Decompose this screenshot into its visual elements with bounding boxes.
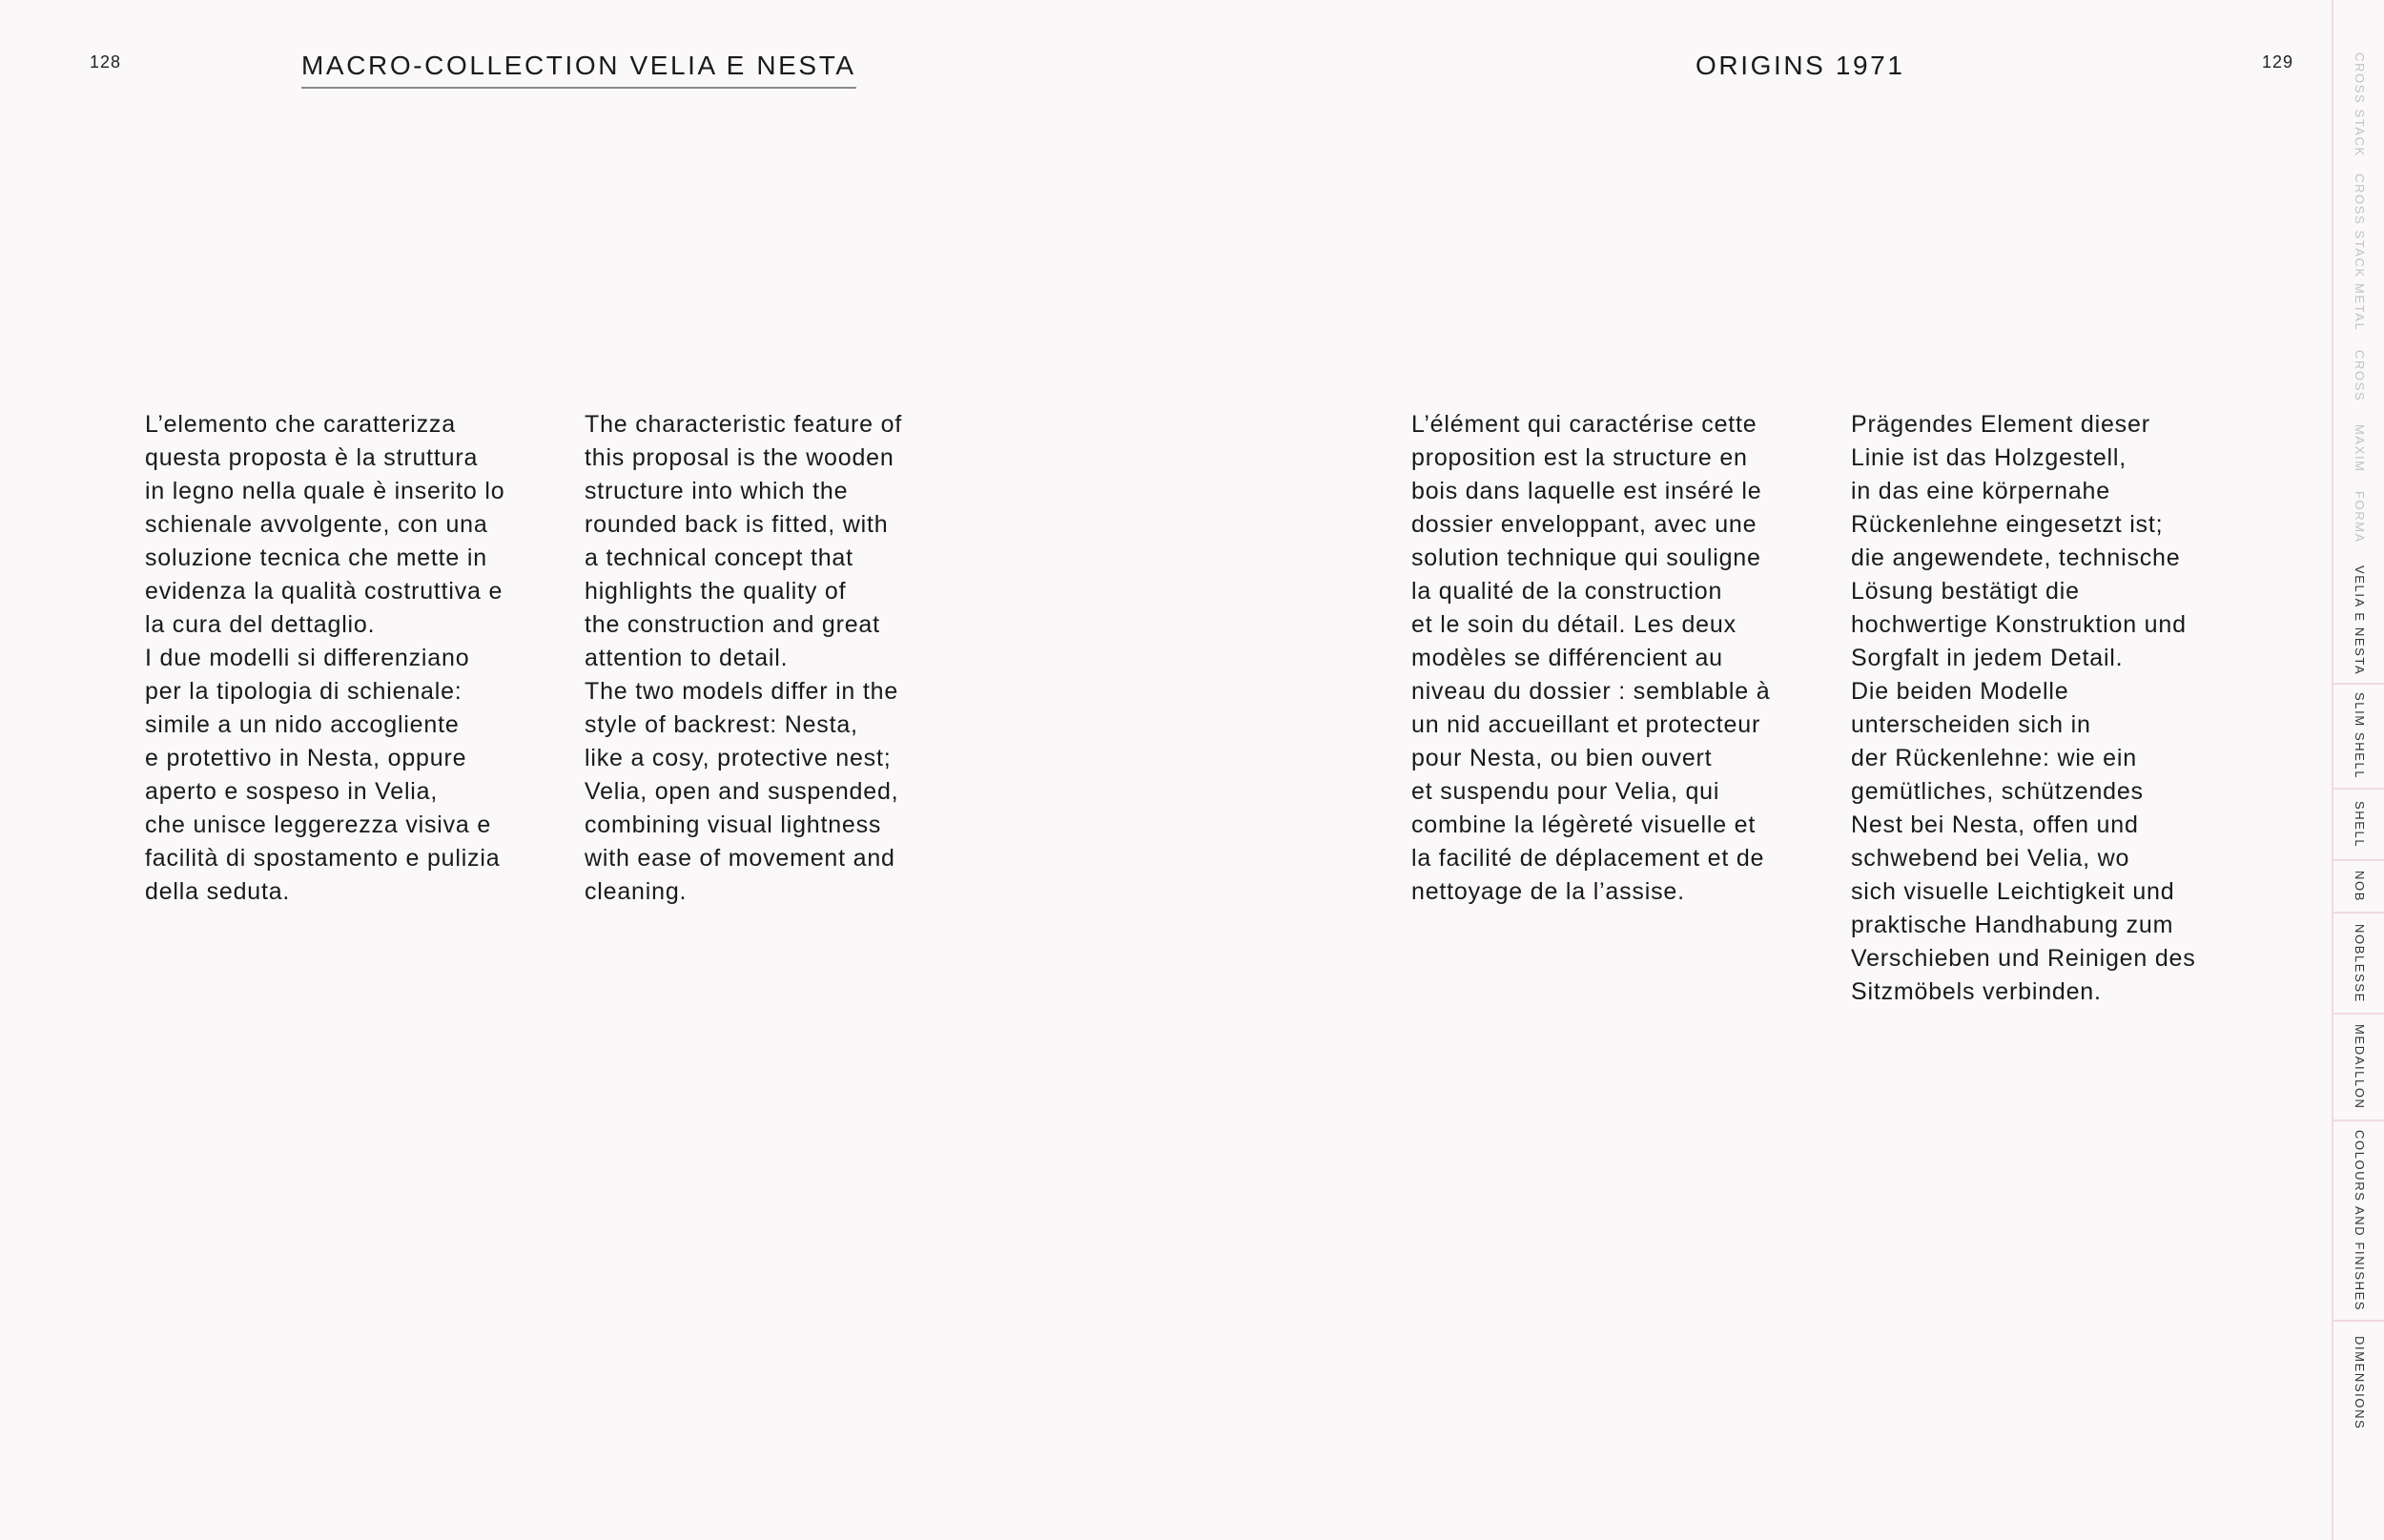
german-text-column: Prägendes Element dieser Linie ist das Holzgestell, in das eine körpernahe Rückenlehne eingesetzt ist; die angewendete, technische Lösung bestätigt die hochwertige Konstruktion und Sorgfalt in jedem Detail. Die beiden Modelle unterscheiden sich in der Rückenlehne: wie ein gemütliches, schützendes Nest bei Nesta, offen und schwebend bei Velia, wo sich visuelle Leichtigkeit und praktische Handhabung zum Verschieben und Reinigen des Sitzmöbels verbinden. bbox=[1851, 411, 2196, 1005]
english-text-column: The characteristic feature of this proposal is the wooden structure into which the rounded back is fitted, with a technical concept that highlights the quality of the construction and great attention to detail. The two models differ in the style of backrest: Nesta, like a cosy, protective nest; Velia, open and suspended, combining visual lightness with ease of movement and cleaning. bbox=[585, 411, 903, 905]
side-tab-noblesse[interactable]: NOBLESSE bbox=[2333, 912, 2384, 1013]
side-tab-cross[interactable]: CROSS bbox=[2353, 349, 2367, 402]
side-tab-medaillon[interactable]: MEDAILLON bbox=[2333, 1013, 2384, 1119]
side-tab-forma[interactable]: FORMA bbox=[2353, 490, 2367, 544]
side-tab-shell[interactable]: SHELL bbox=[2333, 788, 2384, 859]
left-page-number: 128 bbox=[90, 52, 122, 72]
side-tab-velia-e-nesta[interactable]: VELIA E NESTA bbox=[2353, 565, 2367, 676]
side-tab-slim-shell[interactable]: SLIM SHELL bbox=[2333, 683, 2384, 788]
side-tab-cross-stack-metal[interactable]: CROSS STACK METAL bbox=[2353, 174, 2367, 332]
side-tab-maxim[interactable]: MAXIM bbox=[2353, 423, 2367, 473]
italian-text-column: L’elemento che caratterizza questa proposta è la struttura in legno nella quale è inserito lo schienale avvolgente, con una soluzione tecnica che mette in evidenza la qualità costruttiva e la cura del dettaglio. I due modelli si differenziano per la tipologia di schienale: simile a un nido accogliente e protettivo in Nesta, oppure aperto e sospeso in Velia, che unisce leggerezza visiva e facilità di spostamento e pulizia della seduta. bbox=[145, 411, 505, 905]
side-index bbox=[2332, 0, 2384, 1540]
left-page-title: MACRO-COLLECTION VELIA E NESTA bbox=[301, 51, 856, 89]
side-tab-dimensions[interactable]: DIMENSIONS bbox=[2333, 1320, 2384, 1444]
french-text-column: L’élément qui caractérise cette proposition est la structure en bois dans laquelle est inséré le dossier enveloppant, avec une solution technique qui souligne la qualité de la construction et le soin du détail. Les deux modèles se différencient au niveau du dossier : semblable à un nid accueillant et protecteur pour Nesta, ou bien ouvert et suspendu pour Velia, qui combine la légèreté visuelle et la facilité de déplacement et de nettoyage de la l’assise. bbox=[1411, 411, 1771, 905]
right-page-title: ORIGINS 1971 bbox=[1696, 51, 1905, 80]
side-tab-cross-stack[interactable]: CROSS STACK bbox=[2353, 52, 2367, 157]
side-tab-colours-and-finishes[interactable]: COLOURS AND FINISHES bbox=[2333, 1119, 2384, 1320]
side-tab-nob[interactable]: NOB bbox=[2333, 859, 2384, 912]
right-page-number: 129 bbox=[2262, 52, 2294, 72]
